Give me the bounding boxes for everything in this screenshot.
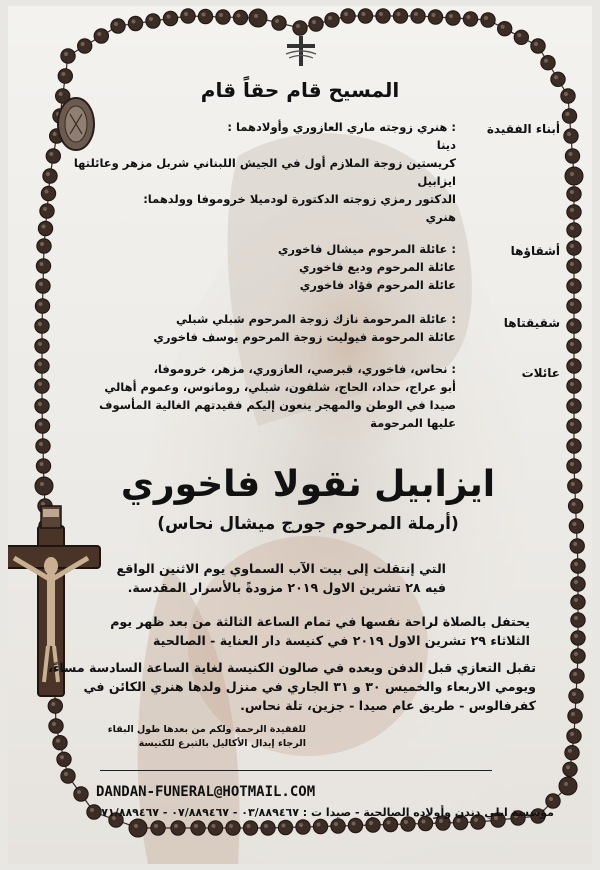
rosary-bead <box>49 719 63 733</box>
rosary-bead <box>293 21 307 35</box>
rosary-bead <box>309 17 323 31</box>
rosary-bead-highlight <box>312 20 316 24</box>
rosary-bead-highlight <box>570 362 574 366</box>
rosary-bead <box>40 204 54 218</box>
rosary-bead <box>36 439 50 453</box>
rosary-bead <box>61 769 75 783</box>
rosary-bead-highlight <box>328 16 332 20</box>
rosary-bead-highlight <box>570 172 574 176</box>
rosary-bead-highlight <box>573 672 577 676</box>
rosary-bead <box>35 379 49 393</box>
children-line: الدكتور رمزي زوجته الدكتورة لودميلا خروموفا وولدهما: <box>143 192 456 206</box>
rosary-bead-highlight <box>38 402 42 406</box>
rosary-bead <box>331 819 345 833</box>
rosary-bead <box>94 29 108 43</box>
rosary-bead-highlight <box>114 22 118 26</box>
rosary-bead-highlight <box>64 772 68 776</box>
paragraph-line: يحتفل بالصلاة لراحة نفسها في تمام الساعة الثالثة من بعد ظهر يوم <box>110 614 530 629</box>
rosary-bead-highlight <box>51 702 55 706</box>
rosary-bead <box>249 9 267 27</box>
rosary-bead-highlight <box>282 824 286 828</box>
rosary-bead-highlight <box>134 824 138 828</box>
rosary-bead-highlight <box>570 382 574 386</box>
rosary-bead-highlight <box>237 14 241 18</box>
rosary-bead <box>562 109 576 123</box>
rosary-bead-highlight <box>544 59 548 63</box>
rosary-bead <box>261 821 275 835</box>
rosary-bead <box>567 399 581 413</box>
rosary-bead <box>358 9 372 23</box>
rosary-bead <box>216 10 230 24</box>
rosary-bead-highlight <box>369 821 373 825</box>
rosary-bead <box>570 539 584 553</box>
rosary-bead-highlight <box>77 790 81 794</box>
rosary-bead <box>296 820 310 834</box>
rosary-bead <box>48 699 62 713</box>
rosary-bead <box>563 762 577 776</box>
children-line: هنري <box>425 210 456 224</box>
section-label-sisters: شقيقتاها <box>503 316 560 330</box>
rosary-bead <box>376 9 390 23</box>
rosary-bead-highlight <box>167 15 171 19</box>
rosary-bead <box>446 11 460 25</box>
rosary-bead <box>325 13 339 27</box>
rosary-bead-highlight <box>219 13 223 17</box>
rosary-bead-highlight <box>61 72 65 76</box>
rosary-bead <box>565 149 579 163</box>
rosary-bead <box>571 613 585 627</box>
rosary-bead <box>567 241 581 255</box>
rosary-bead-highlight <box>39 302 43 306</box>
rosary-bead-highlight <box>570 262 574 266</box>
rosary-bead-highlight <box>570 442 574 446</box>
rosary-bead <box>57 752 71 766</box>
rosary-bead <box>463 12 477 26</box>
rosary-bead-highlight <box>64 52 68 56</box>
contact-email[interactable]: DANDAN-FUNERAL@HOTMAIL.COM <box>96 784 316 800</box>
rosary-bead <box>383 817 397 831</box>
note-line: الرجاء إبدال الأكاليل بالتبرع للكنيسة <box>138 738 306 749</box>
rosary-bead-highlight <box>296 24 300 28</box>
rosary-bead-highlight <box>49 152 53 156</box>
rosary-bead-highlight <box>570 244 574 248</box>
rosary-bead-highlight <box>570 732 574 736</box>
rosary-bead <box>564 129 578 143</box>
rosary-bead-highlight <box>38 382 42 386</box>
rosary-bead <box>37 239 51 253</box>
rosary-bead-highlight <box>570 402 574 406</box>
rosary-bead-highlight <box>149 17 153 21</box>
rosary-bead <box>348 818 362 832</box>
rosary-bead <box>74 787 88 801</box>
rosary-bead <box>498 22 512 36</box>
section-label-children: أبناء الفقيدة <box>486 122 560 136</box>
rosary-bead-highlight <box>275 19 279 23</box>
families-line: أبو عراج، حداد، الحاج، شلفون، شبلي، رومانوس، وعموم أهالي <box>104 380 456 394</box>
rosary-bead <box>567 223 581 237</box>
rosary-bead <box>87 805 101 819</box>
rosary-bead <box>567 279 581 293</box>
rosary-bead-highlight <box>567 132 571 136</box>
rosary-bead-highlight <box>43 207 47 211</box>
families-line: صيدا في الوطن والمهجر ينعون إليكم فقيدتهم الغالية المأسوف <box>99 398 456 412</box>
rosary-bead <box>129 819 147 837</box>
rosary-bead <box>531 39 545 53</box>
deceased-subtitle: (أرملة المرحوم جورج ميشال نحاس) <box>157 514 459 534</box>
footer-contact: مؤسسة ايلي دندن وأولاده الصالحية - صيدا ت : ٠٣/٨٨٩٤٦٧ - ٠٧/٨٨٩٤٦٧ - ٧١/٨٨٩٤٦٧ <box>101 806 554 819</box>
rosary-bead-highlight <box>422 820 426 824</box>
brothers-line: عائلة المرحوم وديع فاخوري <box>299 260 456 274</box>
rosary-bead <box>41 186 55 200</box>
rosary-bead <box>146 14 160 28</box>
rosary-bead-highlight <box>570 208 574 212</box>
rosary-bead-highlight <box>439 819 443 823</box>
rosary-bead-highlight <box>566 765 570 769</box>
rosary-bead <box>567 419 581 433</box>
rosary-bead-highlight <box>81 42 85 46</box>
rosary-bead-highlight <box>247 824 251 828</box>
rosary-bead <box>569 689 583 703</box>
rosary-bead-highlight <box>52 722 56 726</box>
paragraph-line: التي إنتقلت إلى بيت الآب السماوي يوم الاثنين الواقع <box>116 561 446 576</box>
rosary-bead <box>171 821 185 835</box>
families-line: : نحاس، فاخوري، قبرصي، العازوري، مزهر، خروموفا، <box>153 362 456 376</box>
rosary-bead-highlight <box>570 342 574 346</box>
rosary-bead <box>226 821 240 835</box>
rosary-bead-highlight <box>38 362 42 366</box>
rosary-bead <box>567 439 581 453</box>
rosary-bead <box>243 821 257 835</box>
rosary-bead-highlight <box>568 749 572 753</box>
rosary-bead <box>570 669 584 683</box>
rosary-bead-highlight <box>362 12 366 16</box>
rosary-bead-highlight <box>202 13 206 17</box>
rosary-bead-highlight <box>317 823 321 827</box>
rosary-bead <box>35 339 49 353</box>
rosary-bead <box>35 299 49 313</box>
rosary-bead-highlight <box>229 824 233 828</box>
rosary-bead-highlight <box>379 12 383 16</box>
rosary-bead-highlight <box>570 190 574 194</box>
rosary-bead-highlight <box>299 823 303 827</box>
rosary-bead <box>128 16 142 30</box>
rosary-bead-highlight <box>566 112 570 116</box>
rosary-bead-highlight <box>212 824 216 828</box>
rosary-bead <box>567 205 581 219</box>
rosary-bead <box>481 13 495 27</box>
children-line: ايزابيل <box>417 174 456 188</box>
rosary-bead-highlight <box>564 782 568 786</box>
rosary-bead <box>393 9 407 23</box>
rosary-bead-highlight <box>46 172 50 176</box>
rosary-bead-highlight <box>549 797 553 801</box>
rosary-bead-highlight <box>570 226 574 230</box>
cross-icon <box>284 36 318 66</box>
children-line: دينا <box>436 138 456 152</box>
medal-icon <box>58 98 94 150</box>
rosary-bead <box>428 10 442 24</box>
rosary-bead-highlight <box>184 12 188 16</box>
rosary-bead-highlight <box>154 824 158 828</box>
rosary-bead-highlight <box>38 322 42 326</box>
brothers-line: : عائلة المرحوم ميشال فاخوري <box>277 242 456 256</box>
rosary-bead-highlight <box>467 15 471 19</box>
rosary-bead <box>46 149 60 163</box>
rosary-bead <box>272 16 286 30</box>
rosary-bead-highlight <box>254 14 258 18</box>
rosary-bead <box>411 9 425 23</box>
rosary-bead-highlight <box>574 598 578 602</box>
rosary-bead <box>567 319 581 333</box>
rosary-bead <box>278 820 292 834</box>
paragraph-line: فيه ٢٨ تشرين الاول ٢٠١٩ مزودةً بالأسرار المقدسة. <box>127 580 446 595</box>
rosary-bead <box>559 777 577 795</box>
rosary-bead <box>571 595 585 609</box>
rosary-bead <box>571 559 585 573</box>
rosary-bead-highlight <box>573 542 577 546</box>
note-line: للفقيدة الرحمة ولكم من بعدها طول البقاء <box>107 724 306 735</box>
rosary-bead <box>191 821 205 835</box>
rosary-bead-highlight <box>572 692 576 696</box>
rosary-bead-highlight <box>90 808 94 812</box>
rosary-bead-highlight <box>53 132 57 136</box>
obituary-paper <box>8 6 592 864</box>
rosary-bead-highlight <box>397 12 401 16</box>
paragraph-line: الثلاثاء ٢٩ تشرين الاول ٢٠١٩ في كنيسة دار العناية - الصالحية <box>153 633 530 648</box>
rosary-bead <box>53 736 67 750</box>
rosary-bead-highlight <box>449 14 453 18</box>
rosary-bead-highlight <box>414 12 418 16</box>
rosary-bead-highlight <box>132 20 136 24</box>
rosary-bead <box>151 821 165 835</box>
rosary-bead <box>181 9 195 23</box>
children-line: : هنري زوجته ماري العازوري وأولادهما : <box>227 120 456 134</box>
sisters-line: : عائلة المرحومة نازك زوجة المرحوم شبلي شبلي <box>175 312 456 326</box>
rosary-bead <box>366 818 380 832</box>
rosary-bead <box>567 729 581 743</box>
headline: المسيح قام حقاً قام <box>200 78 400 102</box>
rosary-bead-highlight <box>42 225 46 229</box>
rosary-bead-highlight <box>194 824 198 828</box>
section-label-families: عائلات <box>521 366 560 380</box>
paragraph-line: تقبل التعازي قبل الدفن وبعده في صالون الكنيسة لغاية الساعة السادسة مساءً، <box>48 660 536 675</box>
rosary-bead-highlight <box>570 282 574 286</box>
rosary-bead-highlight <box>40 242 44 246</box>
paragraph-line: ويومي الاربعاء والخميس ٣٠ و ٣١ الجاري في منزل ولدها هنري الكائن في <box>83 679 536 694</box>
section-label-brothers: أشقاؤها <box>510 244 560 258</box>
divider <box>100 770 492 771</box>
rosary-bead-highlight <box>45 190 49 194</box>
rosary-bead <box>567 299 581 313</box>
rosary-bead <box>35 359 49 373</box>
rosary-bead-highlight <box>517 33 521 37</box>
rosary-bead <box>567 379 581 393</box>
rosary-bead-highlight <box>484 16 488 20</box>
rosary-bead-highlight <box>570 422 574 426</box>
rosary-bead-highlight <box>352 822 356 826</box>
rosary-bead <box>35 419 49 433</box>
rosary-bead-highlight <box>334 822 338 826</box>
rosary-bead-highlight <box>569 152 573 156</box>
rosary-bead <box>61 49 75 63</box>
rosary-bead <box>541 56 555 70</box>
rosary-bead-highlight <box>39 282 43 286</box>
rosary-bead <box>35 399 49 413</box>
rosary-bead <box>208 821 222 835</box>
rosary-bead-highlight <box>387 821 391 825</box>
rosary-bead <box>43 169 57 183</box>
rosary-bead <box>567 359 581 373</box>
rosary-bead-highlight <box>56 739 60 743</box>
rosary-bead <box>341 9 355 23</box>
rosary-bead-highlight <box>534 42 538 46</box>
rosary-bead-highlight <box>174 824 178 828</box>
rosary-bead <box>35 319 49 333</box>
rosary-bead-highlight <box>574 562 578 566</box>
rosary-bead-highlight <box>457 819 461 823</box>
rosary-bead-highlight <box>97 32 101 36</box>
rosary-bead <box>313 819 327 833</box>
rosary-bead-highlight <box>571 712 575 716</box>
rosary-bead-highlight <box>60 755 64 759</box>
families-line: عليها المرحومة <box>370 416 456 430</box>
rosary-bead-highlight <box>501 25 505 29</box>
rosary-bead <box>568 709 582 723</box>
rosary-bead <box>565 746 579 760</box>
rosary-bead <box>567 339 581 353</box>
rosary-bead-highlight <box>344 12 348 16</box>
rosary-bead <box>36 259 50 273</box>
rosary-bead-highlight <box>570 302 574 306</box>
rosary-bead-highlight <box>574 616 578 620</box>
rosary-bead <box>567 259 581 273</box>
rosary-bead-highlight <box>39 442 43 446</box>
rosary-bead-highlight <box>570 322 574 326</box>
rosary-bead <box>565 167 583 185</box>
rosary-bead <box>163 11 177 25</box>
rosary-bead <box>514 30 528 44</box>
rosary-bead-highlight <box>432 13 436 17</box>
rosary-bead <box>36 279 50 293</box>
rosary-bead <box>198 9 212 23</box>
rosary-bead-highlight <box>404 820 408 824</box>
rosary-bead <box>571 577 585 591</box>
brothers-line: عائلة المرحوم فؤاد فاخوري <box>299 278 456 292</box>
rosary-bead <box>233 10 247 24</box>
rosary-bead-highlight <box>574 652 578 656</box>
rosary-bead-highlight <box>39 422 43 426</box>
rosary-bead-highlight <box>574 634 578 638</box>
rosary-bead-highlight <box>40 262 44 266</box>
rosary-bead <box>567 187 581 201</box>
rosary-bead <box>111 19 125 33</box>
rosary-bead-highlight <box>574 580 578 584</box>
rosary-bead <box>571 631 585 645</box>
children-line: كريستين زوجة الملازم أول في الجيش اللبناني شربل مزهر وعائلتها <box>73 156 456 170</box>
rosary-bead <box>38 221 52 235</box>
rosary-bead <box>78 39 92 53</box>
rosary-bead-highlight <box>38 342 42 346</box>
rosary-bead-highlight <box>264 824 268 828</box>
paragraph-line: كفرفالوس - طريق عام صيدا - جزين، تلة نحاس. <box>240 698 536 713</box>
sisters-line: عائلة المرحومة فيوليت زوجة المرحوم يوسف فاخوري <box>153 330 456 344</box>
rosary-bead <box>571 649 585 663</box>
deceased-name: ايزابيل نقولا فاخوري <box>120 464 496 505</box>
